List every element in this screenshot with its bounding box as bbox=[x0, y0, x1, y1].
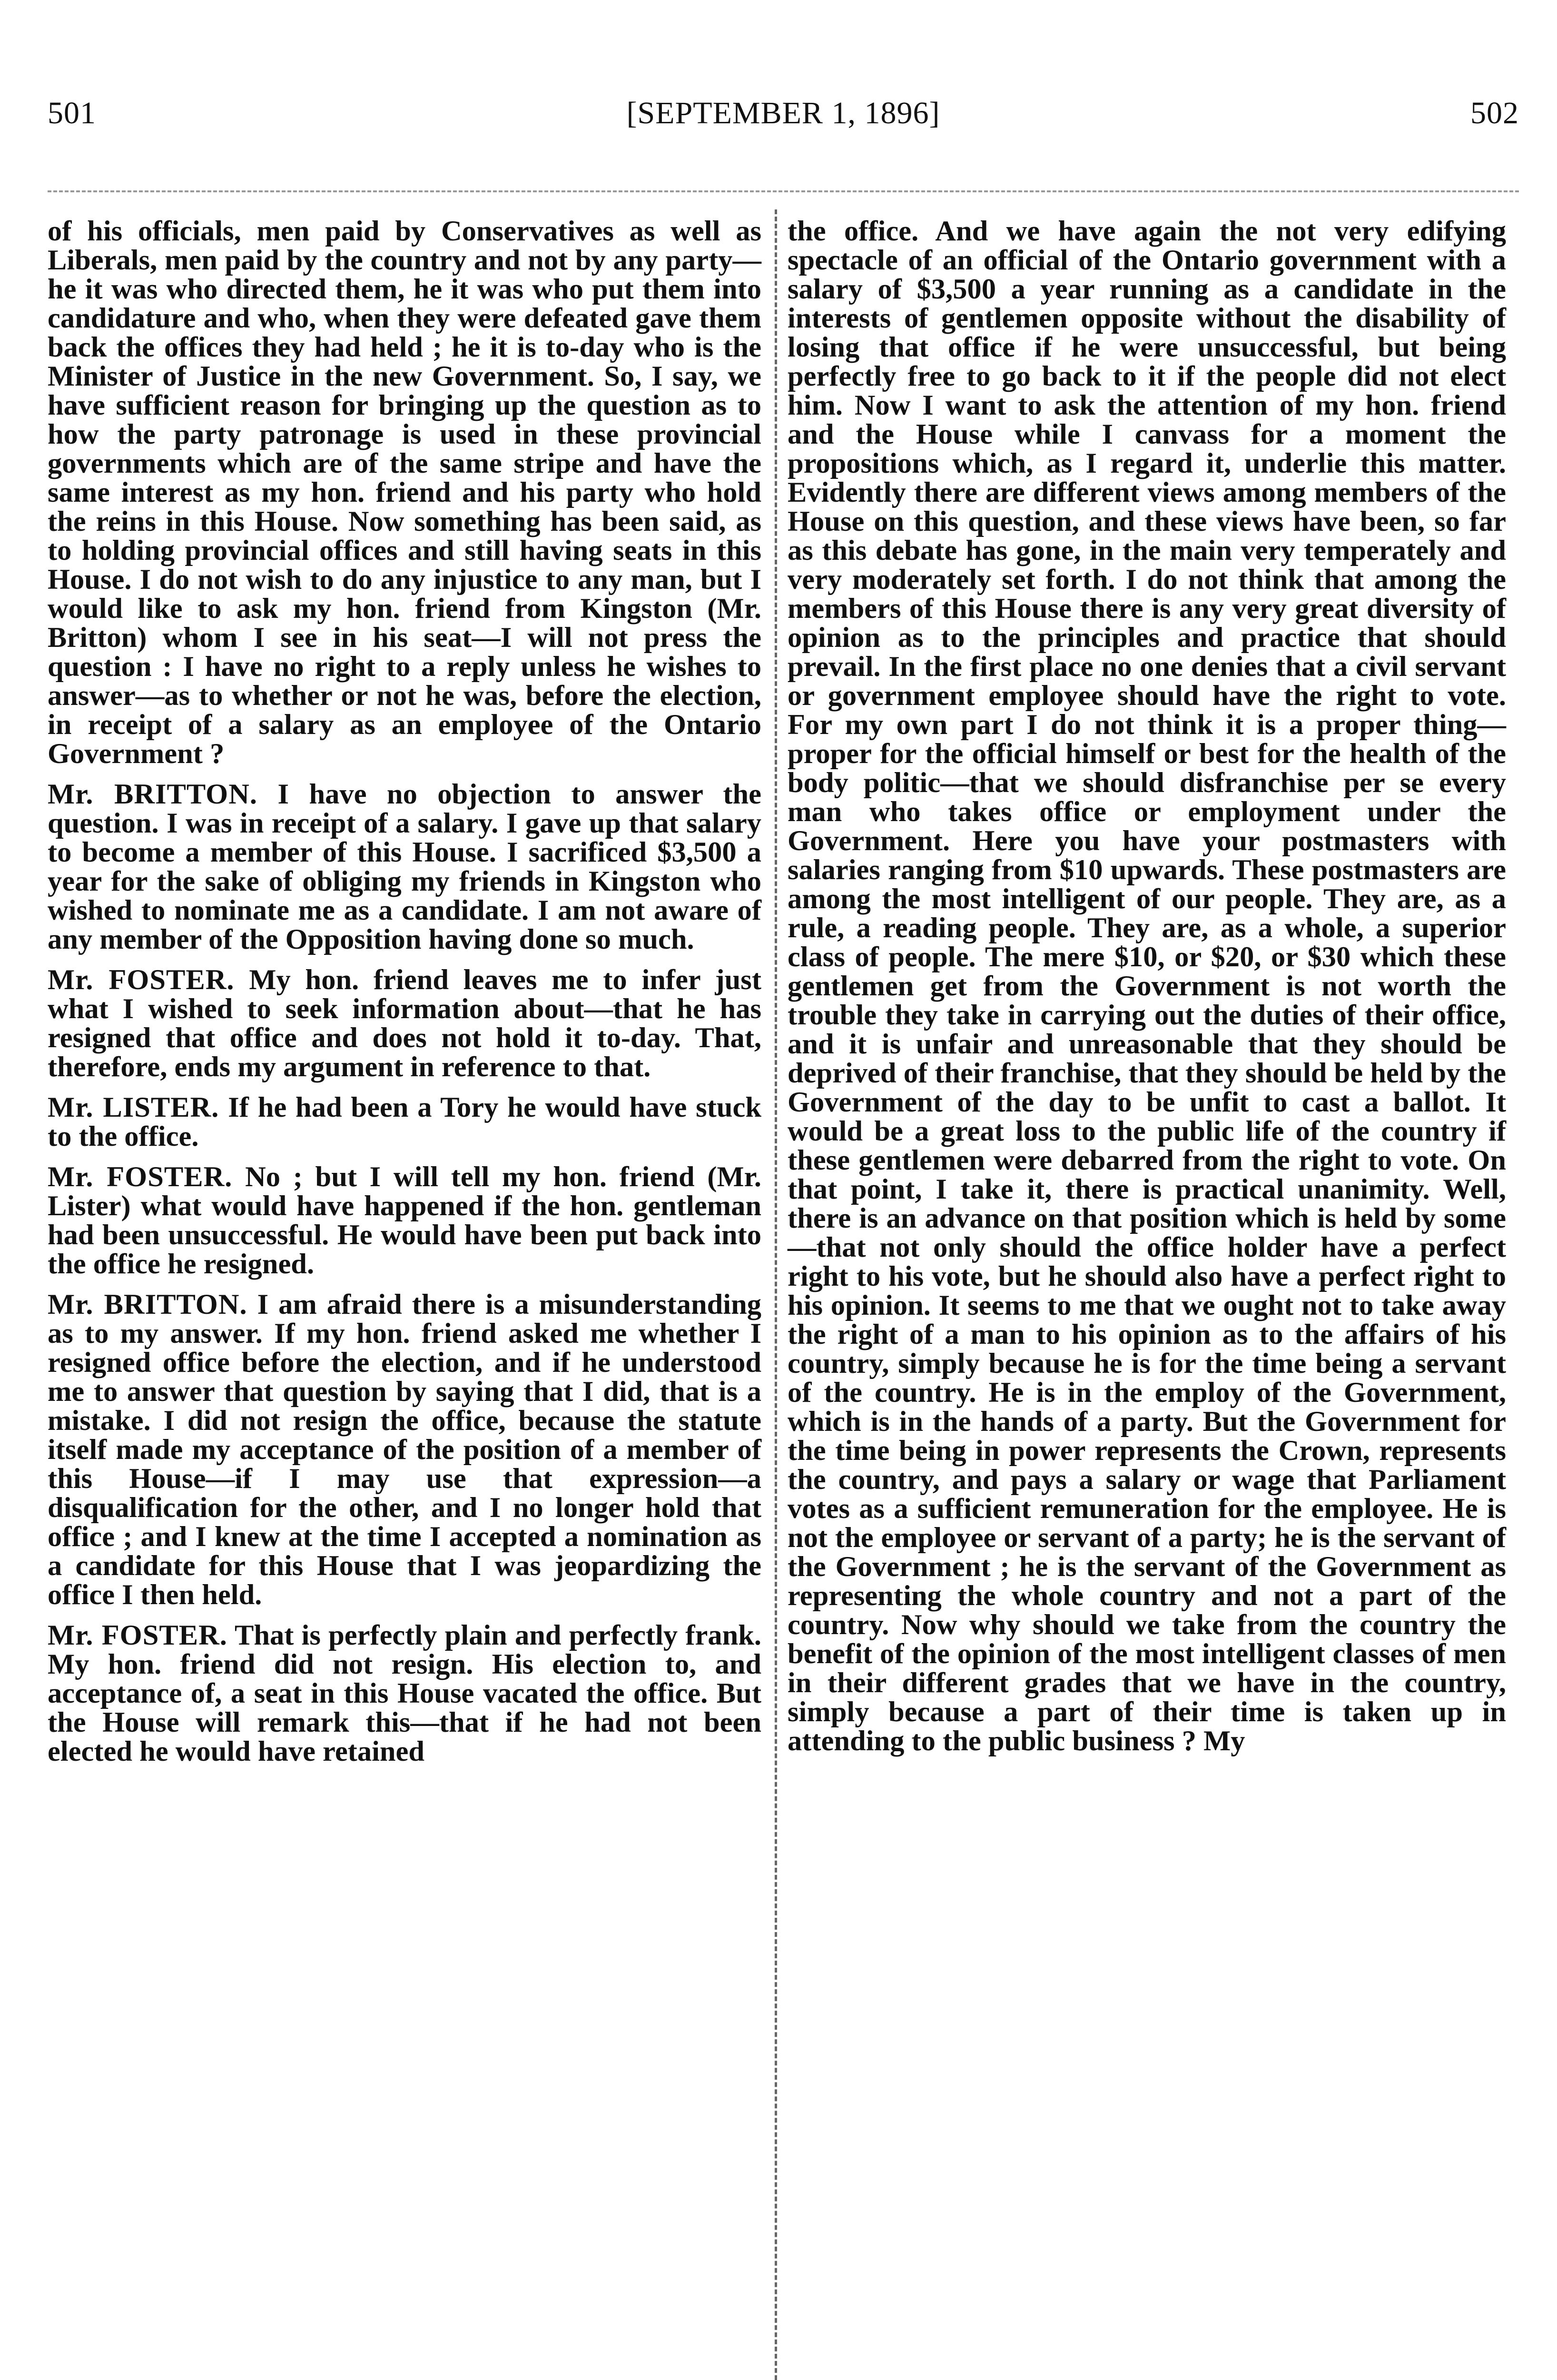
speech-text: I have no objection to answer the question. I was in receipt of a salary. I gave up that salary to become a member of this House. I sacrificed $3,500 a year for the sake of obliging my friends in Kingston who wished to nominate me as a candidate. I am not aware of any member of the Opposition having done so much. bbox=[48, 778, 761, 955]
page-date-title: [SEPTEMBER 1, 1896] bbox=[626, 96, 940, 130]
paragraph bbox=[48, 965, 761, 1081]
paragraph bbox=[48, 1621, 761, 1766]
paragraph: of his officials, men paid by Conservatives as well as Liberals, men paid by the country and not by any party—he it was who directed them, he it was who put them into candidature and who, when they were defeated gave them back the offices they had held ; he it is to-day who is the Minister of Justice in the new Government. So, I say, we have sufficient reason for bringing up the question as to how the party patronage is used in these provincial governments which are of the same stripe and have the same interest as my hon. friend and his party who hold the reins in this House. Now something has been said, as to holding provincial offices and still having seats in this House. I do not wish to do any injustice to any man, but I would like to ask my hon. friend from Kingston (Mr. Britton) whom I see in his seat—I will not press the question : I have no right to a reply unless he wishes to answer—as to whether or not he was, before the election, in receipt of a salary as an employee of the Ontario Government ? bbox=[48, 215, 761, 770]
paragraph bbox=[48, 1093, 761, 1151]
speaker-name: Mr. BRITTON. bbox=[48, 1289, 247, 1320]
page-header bbox=[48, 95, 1519, 152]
speaker-name: Mr. FOSTER. bbox=[48, 964, 235, 996]
speech-text: No ; but I will tell my hon. friend (Mr. Lister) what would have happened if the hon. gentleman had been unsuccessful. He would have been put back into the office he resigned. bbox=[48, 1161, 761, 1280]
speech-text: If he had been a Tory he would have stuck to the office. bbox=[48, 1091, 762, 1152]
right-column bbox=[788, 217, 1506, 1755]
page-number-right: 502 bbox=[1470, 96, 1519, 130]
paragraph bbox=[48, 1162, 761, 1279]
speech-text: I am afraid there is a misunderstanding as to my answer. If my hon. friend asked me whether I resigned office before the election, and if he understood me to answer that question by saying that I did, that is a mistake. I did not resign the office, because the statute itself made my acceptance of the position of a member of this House—if I may use that expression—a disqualification for the other, and I no longer hold that office ; and I knew at the time I accepted a nomination as a candidate for this House that I was jeopardizing the office I then held. bbox=[48, 1289, 761, 1611]
left-column bbox=[48, 217, 761, 1766]
speaker-name: Mr. FOSTER. bbox=[48, 1161, 233, 1193]
paragraph: the office. And we have again the not very edifying spectacle of an official of the Ontario government with a salary of $3,500 a year running as a candidate in the interests of gentlemen opposite without the disability of losing that office if he were unsuccessful, but being perfectly free to go back to it if the people did not elect him. Now I want to ask the attention of my hon. friend and the House while I canvass for a moment the propositions which, as I regard it, underlie this matter. Evidently there are different views among members of the House on this question, and these views have been, so far as this debate has gone, in the main very temperately and very moderately set forth. I do not think that among the members of this House there is any very great diversity of opinion as to the principles and practice that should prevail. In the first place no one denies that a civil servant or government employee should have the right to vote. For my own part I do not think it is a proper thing—proper for the official himself or best for the health of the body politic—that we should disfranchise per se every man who takes office or employment under the Government. Here you have your postmasters with salaries ranging from $10 upwards. These postmasters are among the most intelligent of our people. They are, as a rule, a reading people. They are, as a whole, a superior class of people. The mere $10, or $20, or $30 which these gentlemen get from the Government is not worth the trouble they take in carrying out the duties of their office, and it is unfair and unreasonable that they should be deprived of their franchise, that they should be held by the Government of the day to be unfit to cast a ballot. It would be a great loss to the public life of the country if these gentlemen were debarred from the right to vote. On that point, I take it, there is practical unanimity. Well, there is an advance on that position which is held by some—that not only should the office holder have a perfect right to his vote, but he should also have a perfect right to his opinion. It seems to me that we ought not to take away the right of a man to his opinion as to the affairs of his country, simply because he is for the time being a servant of the country. He is in the employ of the Government, which is in the hands of a party. But the Government for the time being in power represents the Crown, represents the country, and pays a salary or wage that Parliament votes as a sufficient remuneration for the employee. He is not the employee or servant of a party; he is the servant of the Government ; he is the servant of the Government as representing the whole country and not a part of the country. Now why should we take from the country the benefit of the opinion of the most intelligent classes of men in their different grades that we have in the country, simply because a part of their time is taken up in attending to the public business ? My bbox=[788, 215, 1506, 1757]
header-rule bbox=[48, 190, 1519, 192]
speech-text: That is perfectly plain and perfectly frank. My hon. friend did not resign. His election to, and acceptance of, a seat in this House vacated the office. But the House will remark this—that if he had not been elected he would have retained bbox=[48, 1619, 761, 1767]
paragraph bbox=[48, 780, 761, 954]
speaker-name: Mr. LISTER. bbox=[48, 1091, 219, 1123]
paragraph bbox=[48, 1290, 761, 1609]
page-number-left: 501 bbox=[48, 96, 96, 130]
speaker-name: Mr. BRITTON. bbox=[48, 778, 258, 810]
speaker-name: Mr. FOSTER. bbox=[48, 1619, 227, 1651]
speech-text: My hon. friend leaves me to infer just what I wished to seek information about—that he has resigned that office and does not hold it to-day. That, therefore, ends my argument in reference to that. bbox=[48, 964, 762, 1083]
column-divider bbox=[775, 209, 777, 2380]
